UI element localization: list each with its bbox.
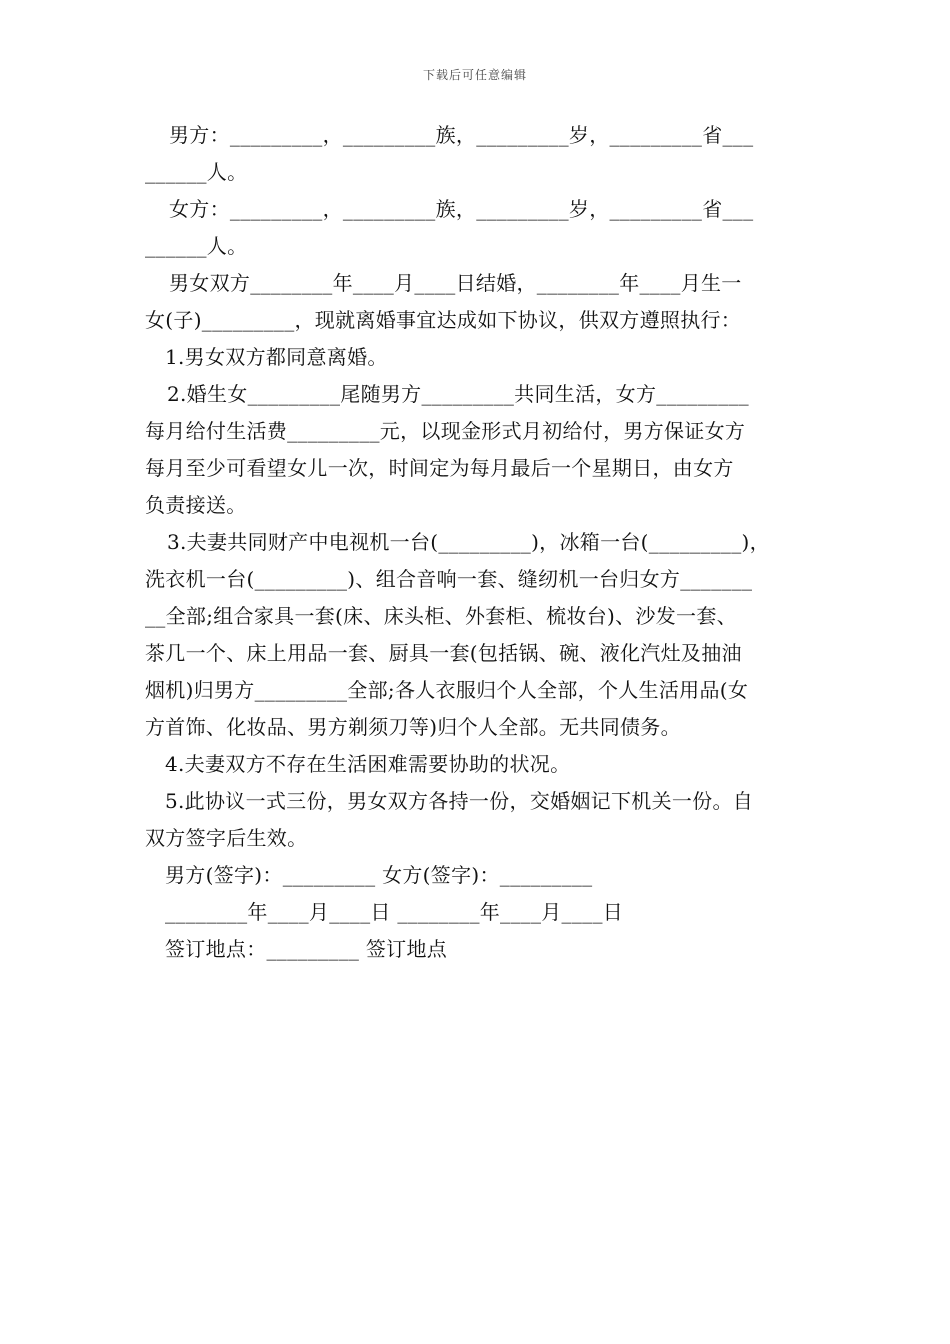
agreement-body bbox=[145, 117, 813, 968]
marriage-info-line-cont: 女(子)_________，现就离婚事宜达成如下协议，供双方遵照执行： bbox=[145, 308, 742, 332]
clause-3-line-4: 茶几一个、床上用品一套、厨具一套(包括锅、碗、液化汽灶及抽油 bbox=[145, 641, 742, 665]
clause-3-line-2: 洗衣机一台(_________)、组合音响一套、缝纫机一台归女方_______ bbox=[145, 567, 753, 591]
female-party-line: 女方：_________，_________族，_________岁，_________省___ bbox=[169, 197, 754, 221]
male-party-line: 男方：_________，_________族，_________岁，_________省___ bbox=[169, 123, 754, 147]
date-line: ________年____月____日 ________年____月____日 bbox=[165, 900, 624, 924]
clause-4: 4.夫妻双方不存在生活困难需要协助的状况。 bbox=[165, 752, 571, 776]
header-note: 下载后可任意编辑 bbox=[422, 68, 527, 82]
clause-3-line-6: 方首饰、化妆品、男方剃须刀等)归个人全部。无共同债务。 bbox=[145, 715, 681, 739]
clause-2-line-3: 每月至少可看望女儿一次，时间定为每月最后一个星期日，由女方 bbox=[145, 456, 734, 480]
male-party-line-cont: ______人。 bbox=[145, 160, 248, 184]
clause-2-line-2: 每月给付生活费_________元，以现金形式月初给付，男方保证女方 bbox=[145, 419, 746, 443]
clause-3-line-5: 烟机)归男方_________全部;各人衣服归个人全部，个人生活用品(女 bbox=[145, 678, 749, 702]
clause-3-line-1: 3.夫妻共同财产中电视机一台(_________)，冰箱一台(_________)， bbox=[167, 530, 770, 554]
marriage-info-line: 男女双方________年____月____日结婚，________年____月生一 bbox=[169, 271, 742, 295]
clause-2-line-4: 负责接送。 bbox=[145, 493, 247, 517]
clause-5-line-2: 双方签字后生效。 bbox=[145, 826, 308, 850]
clause-5-line-1: 5.此协议一式三份，男女双方各持一份，交婚姻记下机关一份。自 bbox=[165, 789, 754, 813]
location-line: 签订地点：_________ 签订地点 bbox=[165, 937, 448, 961]
clause-3-line-3: __全部;组合家具一套(床、床头柜、外套柜、梳妆台)、沙发一套、 bbox=[145, 604, 737, 628]
signature-line: 男方(签字)：_________ 女方(签字)：_________ bbox=[165, 863, 593, 887]
female-party-line-cont: ______人。 bbox=[145, 234, 248, 258]
clause-1: 1.男女双方都同意离婚。 bbox=[165, 345, 388, 369]
clause-2-line-1: 2.婚生女_________尾随男方_________共同生活，女方_________ bbox=[167, 382, 749, 406]
